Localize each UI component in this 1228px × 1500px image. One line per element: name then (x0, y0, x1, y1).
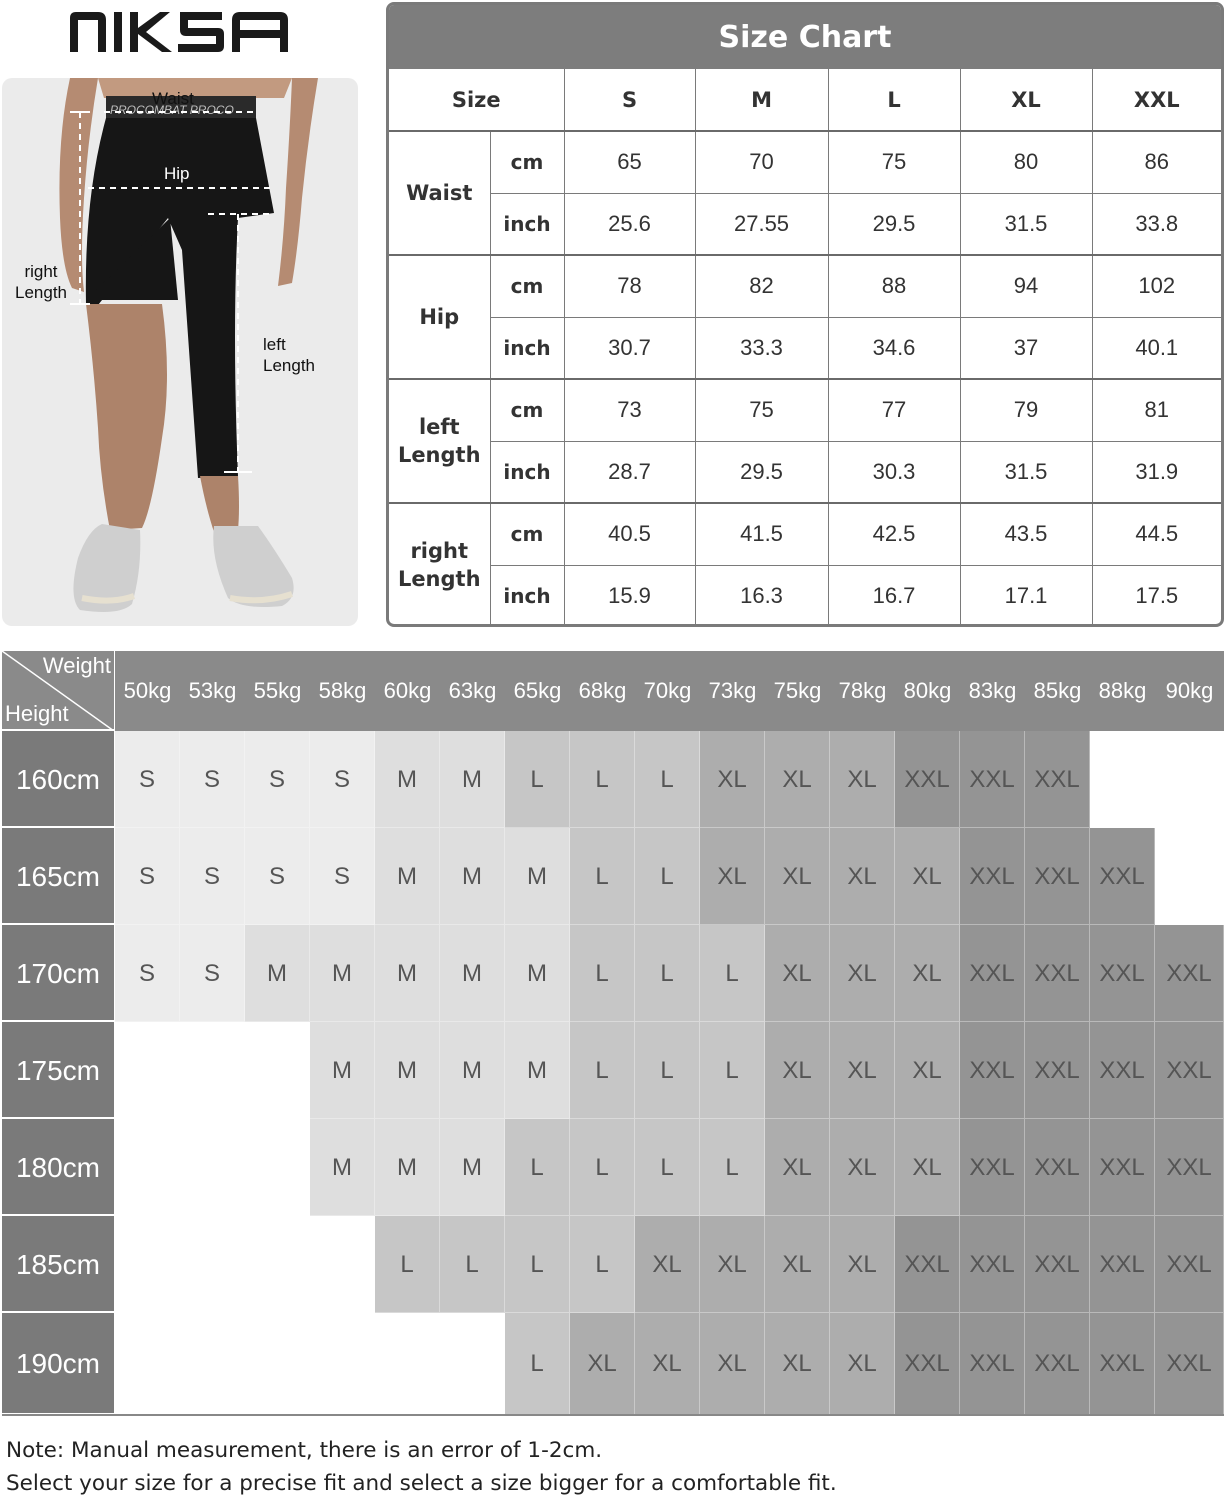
recommended-size-cell: XL (700, 1313, 765, 1415)
band-text: PROCOMBAT PROCO (110, 103, 234, 117)
recommended-size-cell: L (700, 1119, 765, 1216)
recommended-size-cell: L (635, 1022, 700, 1119)
size-value-cell: 70 (695, 131, 828, 193)
size-value-cell: 78 (564, 255, 695, 317)
height-row-header: 160cm (2, 731, 114, 828)
weight-column-header: 60kg (375, 651, 440, 731)
waist-label: Waist (152, 89, 194, 108)
weight-column-header: 50kg (115, 651, 180, 731)
size-note (6, 1434, 1216, 1500)
recommended-size-cell: XXL (1090, 1022, 1155, 1119)
grid-corner-header (2, 651, 114, 731)
recommended-size-cell: L (440, 1216, 505, 1313)
recommended-size-cell: L (505, 1119, 570, 1216)
recommended-size-cell: M (310, 925, 375, 1022)
size-header-xxl: XXL (1092, 69, 1221, 131)
size-value-cell: 43.5 (960, 503, 1092, 565)
recommended-size-cell: XXL (960, 828, 1025, 925)
left-length-label: left Length (263, 335, 315, 375)
size-chart-title: Size Chart (389, 5, 1221, 69)
size-value-cell: 33.8 (1092, 193, 1221, 255)
recommended-size-cell: M (505, 1022, 570, 1119)
size-value-cell: 28.7 (564, 441, 695, 503)
recommended-size-cell: L (635, 1119, 700, 1216)
size-value-cell: 65 (564, 131, 695, 193)
recommended-size-cell: L (635, 925, 700, 1022)
measurement-label: left Length (389, 379, 490, 503)
recommended-size-cell: XXL (1025, 1119, 1090, 1216)
weight-column-header: 78kg (830, 651, 895, 731)
recommended-size-cell: XXL (1155, 925, 1224, 1022)
height-row-header: 175cm (2, 1022, 114, 1119)
size-value-cell: 41.5 (695, 503, 828, 565)
recommended-size-cell: XL (830, 828, 895, 925)
recommended-size-cell: XL (895, 1119, 960, 1216)
weight-column-header: 90kg (1155, 651, 1224, 731)
recommended-size-cell: XL (765, 1216, 830, 1313)
height-row-header: 190cm (2, 1313, 114, 1415)
recommended-size-cell: XXL (1155, 1022, 1224, 1119)
unit-label-cm: cm (490, 131, 564, 193)
recommended-size-cell: L (505, 1216, 570, 1313)
recommended-size-cell: XL (895, 925, 960, 1022)
size-value-cell: 37 (960, 317, 1092, 379)
recommended-size-cell: M (505, 925, 570, 1022)
right-length-label: right Length (15, 262, 67, 302)
weight-column-header: 75kg (765, 651, 830, 731)
size-value-cell: 88 (828, 255, 960, 317)
recommended-size-cell: XL (635, 1313, 700, 1415)
recommended-size-cell: XL (765, 1022, 830, 1119)
weight-column-header: 83kg (960, 651, 1025, 731)
recommended-size-cell: M (440, 1119, 505, 1216)
hip-label: Hip (164, 164, 190, 183)
size-value-cell: 80 (960, 131, 1092, 193)
recommended-size-cell: L (570, 731, 635, 828)
size-chart (386, 2, 1224, 627)
size-column-header: Size (389, 69, 564, 131)
size-value-cell: 34.6 (828, 317, 960, 379)
size-value-cell: 75 (695, 379, 828, 441)
recommended-size-cell: XL (765, 1313, 830, 1415)
recommended-size-cell: XL (830, 1119, 895, 1216)
brand-logo (68, 10, 292, 54)
size-value-cell: 15.9 (564, 565, 695, 627)
note-line-1: Note: Manual measurement, there is an error of 1-2cm. (6, 1438, 603, 1463)
size-value-cell: 30.3 (828, 441, 960, 503)
unit-label-inch: inch (490, 317, 564, 379)
recommended-size-cell: XXL (1025, 925, 1090, 1022)
size-value-cell: 42.5 (828, 503, 960, 565)
recommended-size-cell: S (115, 731, 180, 828)
unit-label-cm: cm (490, 255, 564, 317)
weight-column-header: 68kg (570, 651, 635, 731)
size-value-cell: 17.5 (1092, 565, 1221, 627)
size-value-cell: 77 (828, 379, 960, 441)
recommended-size-cell: XL (895, 828, 960, 925)
recommended-size-cell: M (375, 1119, 440, 1216)
recommended-size-cell: XXL (895, 731, 960, 828)
recommended-size-cell: M (440, 925, 505, 1022)
recommended-size-cell: XXL (1090, 1313, 1155, 1415)
recommended-size-cell: S (245, 828, 310, 925)
recommended-size-cell: S (115, 828, 180, 925)
size-value-cell: 86 (1092, 131, 1221, 193)
size-value-cell: 30.7 (564, 317, 695, 379)
recommended-size-cell: L (570, 828, 635, 925)
recommended-size-cell: XXL (895, 1216, 960, 1313)
recommended-size-cell: XL (830, 1313, 895, 1415)
size-value-cell: 102 (1092, 255, 1221, 317)
recommended-size-cell: XXL (1155, 1119, 1224, 1216)
weight-column-header: 73kg (700, 651, 765, 731)
unit-label-cm: cm (490, 503, 564, 565)
recommended-size-cell: XL (700, 828, 765, 925)
size-value-cell: 29.5 (695, 441, 828, 503)
recommended-size-cell: XL (830, 1022, 895, 1119)
recommended-size-cell: L (570, 1022, 635, 1119)
size-value-cell: 40.1 (1092, 317, 1221, 379)
measurement-label: Waist (389, 131, 490, 255)
recommended-size-cell: XL (765, 828, 830, 925)
unit-label-inch: inch (490, 565, 564, 627)
size-header-s: S (564, 69, 695, 131)
recommended-size-cell: XXL (960, 731, 1025, 828)
recommended-size-cell: XL (700, 1216, 765, 1313)
recommended-size-cell: S (310, 731, 375, 828)
recommended-size-cell: S (310, 828, 375, 925)
recommended-size-cell: M (505, 828, 570, 925)
recommended-size-cell: L (505, 731, 570, 828)
recommended-size-cell: XXL (1090, 925, 1155, 1022)
recommended-size-cell: XL (635, 1216, 700, 1313)
recommended-size-cell: S (115, 925, 180, 1022)
recommended-size-cell: XXL (1090, 828, 1155, 925)
weight-column-header: 55kg (245, 651, 310, 731)
recommended-size-cell: XXL (1025, 828, 1090, 925)
unit-label-inch: inch (490, 441, 564, 503)
recommended-size-cell: XL (830, 1216, 895, 1313)
recommended-size-cell: L (570, 1119, 635, 1216)
size-value-cell: 31.5 (960, 441, 1092, 503)
size-header-xl: XL (960, 69, 1092, 131)
recommended-size-cell: L (635, 828, 700, 925)
recommended-size-cell: XXL (960, 925, 1025, 1022)
recommended-size-cell: XL (700, 731, 765, 828)
size-value-cell: 40.5 (564, 503, 695, 565)
recommended-size-cell: L (635, 731, 700, 828)
size-value-cell: 33.3 (695, 317, 828, 379)
size-value-cell: 17.1 (960, 565, 1092, 627)
size-value-cell: 75 (828, 131, 960, 193)
recommended-size-cell: XL (765, 731, 830, 828)
grid-bottom-divider (2, 1414, 1224, 1416)
weight-column-header: 80kg (895, 651, 960, 731)
recommended-size-cell: L (570, 925, 635, 1022)
recommended-size-cell: XXL (1090, 1216, 1155, 1313)
height-header: Height (5, 701, 69, 726)
measurement-label: right Length (389, 503, 490, 627)
size-value-cell: 29.5 (828, 193, 960, 255)
recommended-size-cell: XXL (960, 1313, 1025, 1415)
recommended-size-cell: XXL (895, 1313, 960, 1415)
recommended-size-cell: XL (765, 1119, 830, 1216)
recommended-size-cell: XXL (1155, 1313, 1224, 1415)
weight-column-header: 58kg (310, 651, 375, 731)
weight-column-header: 63kg (440, 651, 505, 731)
recommended-size-cell: S (245, 731, 310, 828)
height-row-header: 165cm (2, 828, 114, 925)
recommended-size-cell: XXL (1155, 1216, 1224, 1313)
recommended-size-cell: XL (765, 925, 830, 1022)
measurement-label: Hip (389, 255, 490, 379)
recommended-size-cell: L (570, 1216, 635, 1313)
size-value-cell: 27.55 (695, 193, 828, 255)
recommended-size-cell: M (310, 1119, 375, 1216)
recommended-size-cell: XL (830, 925, 895, 1022)
recommended-size-cell: L (505, 1313, 570, 1415)
height-weight-size-grid (2, 651, 1224, 1415)
size-chart-table (389, 69, 1221, 627)
recommended-size-cell: M (440, 731, 505, 828)
size-value-cell: 94 (960, 255, 1092, 317)
recommended-size-cell: XXL (1025, 1313, 1090, 1415)
model-illustration-panel (2, 78, 358, 626)
recommended-size-cell: M (440, 1022, 505, 1119)
recommended-size-cell: M (375, 925, 440, 1022)
size-value-cell: 16.3 (695, 565, 828, 627)
recommended-size-cell: M (310, 1022, 375, 1119)
size-header-m: M (695, 69, 828, 131)
weight-column-header: 88kg (1090, 651, 1155, 731)
recommended-size-cell: S (180, 925, 245, 1022)
weight-column-header: 85kg (1025, 651, 1090, 731)
weight-column-header: 65kg (505, 651, 570, 731)
height-row-header: 170cm (2, 925, 114, 1022)
note-line-2: Select your size for a precise fit and select a size bigger for a comfortable fit. (6, 1471, 837, 1496)
size-value-cell: 79 (960, 379, 1092, 441)
weight-header: Weight (42, 653, 111, 678)
size-value-cell: 81 (1092, 379, 1221, 441)
recommended-size-cell: M (375, 828, 440, 925)
recommended-size-cell: L (375, 1216, 440, 1313)
size-value-cell: 44.5 (1092, 503, 1221, 565)
weight-column-header: 53kg (180, 651, 245, 731)
recommended-size-cell: M (375, 731, 440, 828)
size-value-cell: 31.9 (1092, 441, 1221, 503)
height-row-header: 185cm (2, 1216, 114, 1313)
height-row-header: 180cm (2, 1119, 114, 1216)
niksa-logo-icon (68, 10, 292, 54)
recommended-size-cell: XL (895, 1022, 960, 1119)
recommended-size-cell: L (700, 925, 765, 1022)
size-value-cell: 73 (564, 379, 695, 441)
recommended-size-cell: XL (570, 1313, 635, 1415)
recommended-size-cell: XXL (1025, 1216, 1090, 1313)
unit-label-cm: cm (490, 379, 564, 441)
recommended-size-cell: M (245, 925, 310, 1022)
recommended-size-cell: XXL (1025, 731, 1090, 828)
recommended-size-cell: XL (830, 731, 895, 828)
unit-label-inch: inch (490, 193, 564, 255)
recommended-size-cell: XXL (960, 1022, 1025, 1119)
recommended-size-cell: XXL (1090, 1119, 1155, 1216)
recommended-size-cell: XXL (1025, 1022, 1090, 1119)
size-value-cell: 82 (695, 255, 828, 317)
recommended-size-cell: XXL (960, 1216, 1025, 1313)
size-header-l: L (828, 69, 960, 131)
recommended-size-cell: S (180, 731, 245, 828)
size-value-cell: 25.6 (564, 193, 695, 255)
recommended-size-cell: XXL (960, 1119, 1025, 1216)
recommended-size-cell: M (375, 1022, 440, 1119)
recommended-size-cell: S (180, 828, 245, 925)
size-value-cell: 16.7 (828, 565, 960, 627)
size-value-cell: 31.5 (960, 193, 1092, 255)
recommended-size-cell: M (440, 828, 505, 925)
weight-column-header: 70kg (635, 651, 700, 731)
recommended-size-cell: L (700, 1022, 765, 1119)
